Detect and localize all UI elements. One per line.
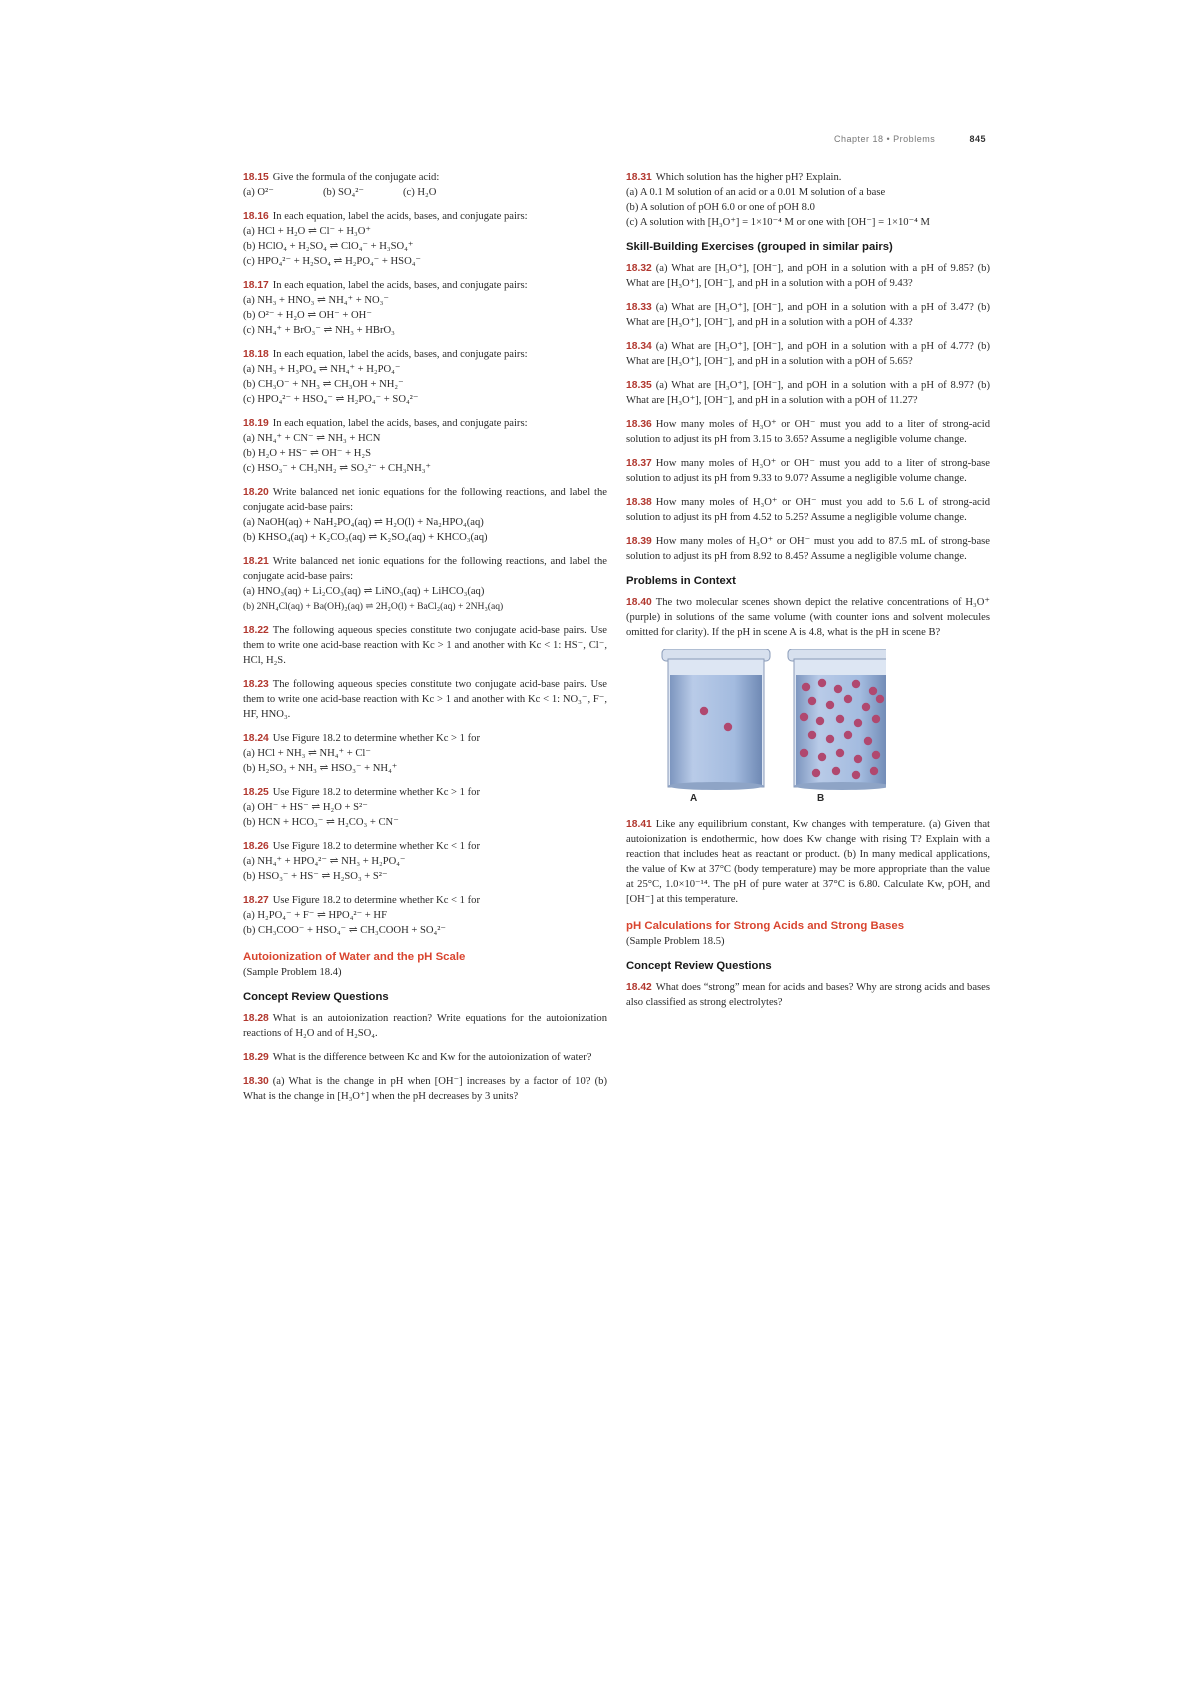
section-subheading-autoionization: (Sample Problem 18.4)	[243, 967, 342, 978]
h3o-ion	[870, 767, 878, 775]
h3o-ion	[854, 719, 862, 727]
problem-18-36: 18.36 How many moles of H₃O⁺ or OH⁻ must you add to a liter of strong-acid solution to adjust its pH from 3.15 to 3.65? Assume a negligible volume change.	[626, 419, 990, 445]
h3o-ion	[862, 703, 870, 711]
h3o-ion	[816, 717, 824, 725]
h3o-ion	[834, 685, 842, 693]
problem-18-25: 18.25 Use Figure 18.2 to determine whether Kc > 1 for (a) OH⁻ + HS⁻ ⇌ H₂O + S²⁻ (b) HCN + HCO₃⁻ ⇌ H₂CO₃ + CN⁻	[243, 787, 480, 828]
problem-18-22: 18.22 The following aqueous species constitute two conjugate acid-base pairs. Use them to write one acid-base reaction with Kc > 1 and another with Kc < 1: HS⁻, Cl⁻, HCl, H₂S.	[243, 625, 607, 666]
running-title: Chapter 18 • Problems	[834, 134, 936, 144]
problem-18-32: 18.32 (a) What are [H₃O⁺], [OH⁻], and pOH in a solution with a pH of 9.85? (b) What are [H₃O⁺], [OH⁻], and pH in a solution with a pOH of 9.43?	[626, 263, 990, 289]
h3o-ion	[700, 707, 708, 715]
problem-18-42: 18.42 What does “strong” mean for acids and bases? Why are strong acids and bases also classified as strong electrolytes?	[626, 982, 990, 1008]
problem-18-40: 18.40 The two molecular scenes shown depict the relative concentrations of H₃O⁺ (purple) in solutions of the same volume (with counter ions and solvent molecules omitted for clarity). If the pH in scene A is 4.8, what is the pH in scene B?	[626, 597, 990, 638]
h3o-ion	[800, 713, 808, 721]
h3o-ion	[832, 767, 840, 775]
problem-18-18: 18.18 In each equation, label the acids, bases, and conjugate pairs: (a) NH₃ + H₃PO₄ ⇌ NH₄⁺ + H₂PO₄⁻ (b) CH₃O⁻ + NH₃ ⇌ CH₃OH + NH₂⁻ (c) HPO₄²⁻ + HSO₄⁻ ⇌ H₂PO₄⁻ + SO₄²⁻	[243, 349, 528, 405]
page-number: 845	[969, 134, 986, 144]
h3o-ion	[826, 701, 834, 709]
h3o-ion	[872, 715, 880, 723]
scene-label-a: A	[690, 793, 698, 804]
problem-18-39: 18.39 How many moles of H₃O⁺ or OH⁻ must you add to 87.5 mL of strong-base solution to adjust its pH from 8.92 to 8.45? Assume a negligible volume change.	[626, 536, 990, 562]
section-heading-ph-calculations: pH Calculations for Strong Acids and Strong Bases	[626, 920, 905, 932]
concept-review-heading: Concept Review Questions	[243, 991, 389, 1003]
section-heading-autoionization: Autoionization of Water and the pH Scale	[243, 951, 466, 963]
section-subheading-ph-calculations: (Sample Problem 18.5)	[626, 936, 725, 947]
h3o-ion	[844, 731, 852, 739]
problem-18-30: 18.30 (a) What is the change in pH when [OH⁻] increases by a factor of 10? (b) What is the change in [H₃O⁺] when the pH decreases by 3 units?	[243, 1076, 607, 1102]
h3o-ion	[802, 683, 810, 691]
left-column	[243, 170, 607, 1113]
problem-18-17: 18.17 In each equation, label the acids, bases, and conjugate pairs: (a) NH₃ + HNO₃ ⇌ NH₄⁺ + NO₃⁻ (b) O²⁻ + H₂O ⇌ OH⁻ + OH⁻ (c) NH₄⁺ + BrO₃⁻ ⇌ NH₃ + HBrO₃	[243, 280, 528, 336]
h3o-ion	[812, 769, 820, 777]
h3o-ion	[808, 731, 816, 739]
h3o-ion	[844, 695, 852, 703]
problem-18-16: 18.16 In each equation, label the acids, bases, and conjugate pairs: (a) HCl + H₂O ⇌ Cl⁻ + H₃O⁺ (b) HClO₄ + H₂SO₄ ⇌ ClO₄⁻ + H₃SO₄⁺ (c) HPO₄²⁻ + H₂SO₄ ⇌ H₂PO₄⁻ + HSO₄⁻	[243, 211, 528, 267]
beaker-a	[662, 649, 770, 790]
problem-18-20: 18.20 Write balanced net ionic equations for the following reactions, and label the conjugate acid-base pairs: (a) NaOH(aq) + NaH₂PO₄(aq) ⇌ H₂O(l) + Na₂HPO₄(aq) (b) KHSO₄(aq) + K₂CO₃(aq) ⇌ K₂SO₄(aq) + KHCO₃(aq)	[243, 487, 607, 543]
problem-18-27: 18.27 Use Figure 18.2 to determine whether Kc < 1 for (a) H₂PO₄⁻ + F⁻ ⇌ HPO₄²⁻ + HF (b) CH₃COO⁻ + HSO₄⁻ ⇌ CH₃COOH + SO₄²⁻	[243, 895, 480, 936]
h3o-ion	[836, 715, 844, 723]
beaker-illustration	[626, 649, 886, 791]
h3o-ion	[808, 697, 816, 705]
problem-18-31: 18.31 Which solution has the higher pH? Explain. (a) A 0.1 M solution of an acid or a 0.01 M solution of a base (b) A solution of pOH 6.0 or one of pOH 8.0 (c) A solution with [H₃O⁺] = 1×10⁻⁴ M or one with [OH⁻] = 1×10⁻⁴ M	[626, 172, 930, 228]
problem-18-38: 18.38 How many moles of H₃O⁺ or OH⁻ must you add to 5.6 L of strong-acid solution to adjust its pH from 4.52 to 5.25? Assume a negligible volume change.	[626, 497, 990, 523]
h3o-ion	[724, 723, 732, 731]
scene-label-b: B	[817, 793, 825, 804]
h3o-ion	[864, 737, 872, 745]
h3o-ion	[869, 687, 877, 695]
liquid-a	[670, 675, 762, 785]
h3o-ion	[876, 695, 884, 703]
problem-18-21: 18.21 Write balanced net ionic equations for the following reactions, and label the conjugate acid-base pairs: (a) HNO₃(aq) + Li₂CO₃(aq) ⇌ LiNO₃(aq) + LiHCO₃(aq) (b) 2NH₄Cl(aq) + Ba(OH)₂(aq) ⇌ 2H₂O(l) + BaCl₂(aq) + 2NH₃(aq)	[243, 556, 607, 612]
right-column	[626, 170, 990, 1019]
h3o-ion	[800, 749, 808, 757]
h3o-ion	[852, 771, 860, 779]
problems-in-context-heading: Problems in Context	[626, 575, 736, 587]
problem-18-19: 18.19 In each equation, label the acids, bases, and conjugate pairs: (a) NH₄⁺ + CN⁻ ⇌ NH₃ + HCN (b) H₂O + HS⁻ ⇌ OH⁻ + H₂S (c) HSO₃⁻ + CH₃NH₂ ⇌ SO₃²⁻ + CH₃NH₃⁺	[243, 418, 528, 474]
beaker-scenes-figure	[626, 649, 990, 807]
skill-building-heading: Skill-Building Exercises (grouped in similar pairs)	[626, 241, 893, 253]
problem-18-29: 18.29 What is the difference between Kc and Kw for the autoionization of water?	[243, 1052, 592, 1063]
problem-18-33: 18.33 (a) What are [H₃O⁺], [OH⁻], and pOH in a solution with a pH of 3.47? (b) What are [H₃O⁺], [OH⁻], and pH in a solution with a pOH of 4.33?	[626, 302, 990, 328]
h3o-ion	[836, 749, 844, 757]
problem-18-37: 18.37 How many moles of H₃O⁺ or OH⁻ must you add to a liter of strong-base solution to adjust its pH from 9.33 to 9.07? Assume a negligible volume change.	[626, 458, 990, 484]
concept-review-heading-2: Concept Review Questions	[626, 960, 772, 972]
h3o-ion	[852, 680, 860, 688]
h3o-ion	[872, 751, 880, 759]
problem-18-23: 18.23 The following aqueous species constitute two conjugate acid-base pairs. Use them to write one acid-base reaction with Kc > 1 and another with Kc < 1: NO₃⁻, F⁻, HF, HNO₃.	[243, 679, 607, 720]
running-header	[834, 134, 986, 144]
problem-18-26: 18.26 Use Figure 18.2 to determine whether Kc < 1 for (a) NH₄⁺ + HPO₄²⁻ ⇌ NH₃ + H₂PO₄⁻ (b) HSO₃⁻ + HS⁻ ⇌ H₂SO₃ + S²⁻	[243, 841, 480, 882]
h3o-ion	[818, 679, 826, 687]
h3o-ion	[818, 753, 826, 761]
problem-18-34: 18.34 (a) What are [H₃O⁺], [OH⁻], and pOH in a solution with a pH of 4.77? (b) What are [H₃O⁺], [OH⁻], and pH in a solution with a pOH of 5.65?	[626, 341, 990, 367]
problem-18-41: 18.41 Like any equilibrium constant, Kw changes with temperature. (a) Given that autoionization is endothermic, how does Kw change with rising T? Explain with a reaction that includes heat as reactant or product. (b) In many medical applications, the value of Kw at 37°C (body temperature) may be more appropriate than the value at 25°C, 1.0×10⁻¹⁴. The pH of pure water at 37°C is 6.80. Calculate Kw, pOH, and [OH⁻] at this temperature.	[626, 819, 990, 905]
h3o-ion	[854, 755, 862, 763]
problem-18-15: 18.15 Give the formula of the conjugate acid: (a) O²⁻ (b) SO₄²⁻ (c) H₂O	[243, 172, 440, 198]
h3o-ion	[826, 735, 834, 743]
beaker-b	[788, 649, 886, 790]
problem-18-28: 18.28 What is an autoionization reaction? Write equations for the autoionization reactions of H₂O and of H₂SO₄.	[243, 1013, 607, 1039]
problem-18-24: 18.24 Use Figure 18.2 to determine whether Kc > 1 for (a) HCl + NH₃ ⇌ NH₄⁺ + Cl⁻ (b) H₂SO₃ + NH₃ ⇌ HSO₃⁻ + NH₄⁺	[243, 733, 480, 774]
problem-18-35: 18.35 (a) What are [H₃O⁺], [OH⁻], and pOH in a solution with a pH of 8.97? (b) What are [H₃O⁺], [OH⁻], and pH in a solution with a pOH of 11.27?	[626, 380, 990, 406]
